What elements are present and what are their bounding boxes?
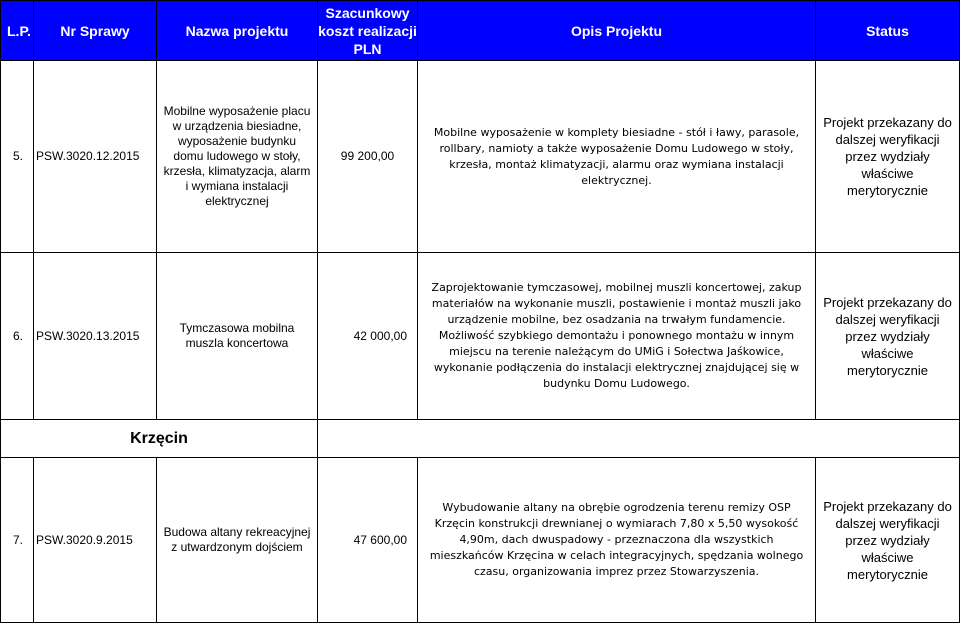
table-row bbox=[1, 253, 960, 420]
row-status: Projekt przekazany do dalszej weryfikacji przez wydziały właściwe merytorycznie bbox=[816, 61, 960, 253]
row-lp: 5. bbox=[1, 61, 34, 253]
row-nazwa-projektu: Tymczasowa mobilna muszla koncertowa bbox=[157, 253, 318, 420]
header-koszt bbox=[318, 1, 418, 61]
row-nazwa-projektu: Mobilne wyposażenie placu w urządzenia biesiadne, wyposażenie budynku domu ludowego w stoły, krzesła, klimatyzacja, alarm i wymiana instalacji elektrycznej bbox=[157, 61, 318, 253]
section-title-krzecin: Krzęcin bbox=[1, 420, 318, 458]
header-lp: L.P. bbox=[1, 1, 34, 61]
table-row bbox=[1, 61, 960, 253]
row-koszt: 47 600,00 bbox=[318, 458, 418, 623]
header-opis-projektu: Opis Projektu bbox=[418, 1, 816, 61]
header-status: Status bbox=[816, 1, 960, 61]
row-lp: 6. bbox=[1, 253, 34, 420]
row-nr-sprawy: PSW.3020.12.2015 bbox=[34, 61, 157, 253]
row-lp: 7. bbox=[1, 458, 34, 623]
row-nr-sprawy: PSW.3020.13.2015 bbox=[34, 253, 157, 420]
row-status: Projekt przekazany do dalszej weryfikacji przez wydziały właściwe merytorycznie bbox=[816, 458, 960, 623]
header-koszt-line3: PLN bbox=[353, 40, 382, 57]
section-row bbox=[1, 420, 960, 458]
section-spacer bbox=[318, 420, 960, 458]
header-nr-sprawy: Nr Sprawy bbox=[34, 1, 157, 61]
row-koszt: 99 200,00 bbox=[318, 61, 418, 253]
header-nazwa-projektu: Nazwa projektu bbox=[157, 1, 318, 61]
header-koszt-line2: koszt realizacji bbox=[318, 22, 417, 39]
row-nazwa-projektu: Budowa altany rekreacyjnej z utwardzonym dojściem bbox=[157, 458, 318, 623]
header-row bbox=[1, 1, 960, 61]
table-row bbox=[1, 458, 960, 623]
row-nr-sprawy: PSW.3020.9.2015 bbox=[34, 458, 157, 623]
row-opis-projektu: Wybudowanie altany na obrębie ogrodzenia terenu remizy OSP Krzęcin konstrukcji drewnianej o wymiarach 7,80 x 5,50 wysokość 4,90m, dach dwuspadowy - przeznaczona dla wszystkich mieszkańców Krzęcina w celach integracyjnych, spędzania wolnego czasu, organizowania imprez przez Stowarzyszenia. bbox=[418, 458, 816, 623]
header-koszt-line1: Szacunkowy bbox=[325, 4, 410, 21]
row-opis-projektu: Zaprojektowanie tymczasowej, mobilnej muszli koncertowej, zakup materiałów na wykonanie muszli, postawienie i montaż muszli jako urządzenie mobilne, bez osadzania na trwałym fundamencie. Możliwość szybkiego demontażu i ponownego montażu w innym miejscu na terenie należącym do UMiG i Sołectwa Jaśkowice, wykonanie podłączenia do instalacji elektrycznej znajdującej się w budynku Domu Ludowego. bbox=[418, 253, 816, 420]
row-status: Projekt przekazany do dalszej weryfikacji przez wydziały właściwe merytorycznie bbox=[816, 253, 960, 420]
row-koszt: 42 000,00 bbox=[318, 253, 418, 420]
row-opis-projektu: Mobilne wyposażenie w komplety biesiadne - stół i ławy, parasole, rollbary, namioty a także wyposażenie Domu Ludowego w stoły, krzesła, montaż klimatyzacji, alarmu oraz wymiana instalacji elektrycznej. bbox=[418, 61, 816, 253]
